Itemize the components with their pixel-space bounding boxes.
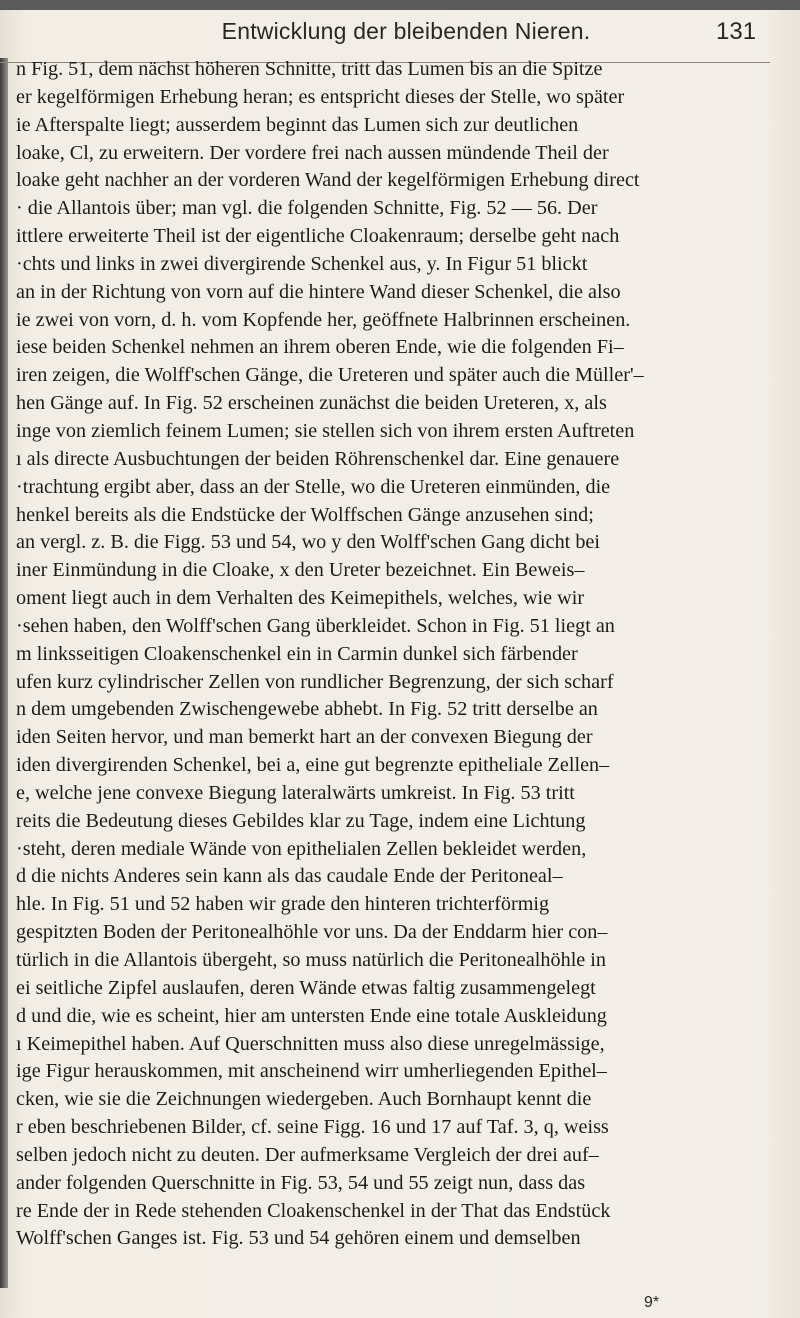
text-line: ufen kurz cylindrischer Zellen von rundlicher Begrenzung, der sich scharf: [16, 670, 614, 693]
text-line: loake, Cl, zu erweitern. Der vordere frei nach aussen mündende Theil der: [16, 141, 609, 164]
text-line: iese beiden Schenkel nehmen an ihrem oberen Ende, wie die folgenden Fi–: [16, 336, 624, 359]
text-line: ·trachtung ergibt aber, dass an der Stelle, wo die Ureteren einmünden, die: [16, 475, 611, 498]
scan-top-edge: [0, 0, 800, 10]
text-line: n Fig. 51, dem nächst höheren Schnitte, tritt das Lumen bis an die Spitze: [16, 58, 603, 80]
text-line: ige Figur herauskommen, mit anscheinend wirr umherliegenden Epithel–: [16, 1060, 607, 1083]
page-number: 131: [716, 18, 757, 45]
text-line: re Ende der in Rede stehenden Cloakenschenkel in der That das Endstück: [16, 1199, 611, 1222]
text-line: cken, wie sie die Zeichnungen wiedergeben. Auch Bornhaupt kennt die: [16, 1088, 592, 1111]
text-line: ander folgenden Querschnitte in Fig. 53, 54 und 55 zeigt nun, dass das: [16, 1171, 586, 1194]
text-line: hle. In Fig. 51 und 52 haben wir grade den hinteren trichterförmig: [16, 893, 550, 916]
text-line: ·chts und links in zwei divergirende Schenkel aus, y. In Figur 51 blickt: [16, 252, 588, 275]
text-line: oment liegt auch in dem Verhalten des Keimepithels, welches, wie wir: [16, 587, 585, 610]
text-line: ittlere erweiterte Theil ist der eigentliche Cloakenraum; derselbe geht nach: [16, 225, 620, 248]
text-line: reits die Bedeutung dieses Gebildes klar zu Tage, indem eine Lichtung: [16, 809, 586, 832]
text-line: gespitzten Boden der Peritonealhöhle vor uns. Da der Enddarm hier con–: [16, 921, 608, 944]
running-head: Entwicklung der bleibenden Nieren.: [221, 18, 591, 44]
text-line: ie Afterspalte liegt; ausserdem beginnt das Lumen sich zur deutlichen: [16, 113, 579, 136]
text-line: e, welche jene convexe Biegung lateralwärts umkreist. In Fig. 53 tritt: [16, 781, 575, 804]
text-line: d und die, wie es scheint, hier am untersten Ende eine totale Auskleidung: [16, 1004, 607, 1027]
text-line: türlich in die Allantois übergeht, so muss natürlich die Peritonealhöhle in: [16, 949, 607, 971]
binding-shadow: [0, 58, 8, 1288]
text-line: an in der Richtung von vorn auf die hintere Wand dieser Schenkel, die also: [16, 280, 621, 303]
signature-mark: 9*: [644, 1294, 660, 1311]
text-line: henkel bereits als die Endstücke der Wolffschen Gänge anzusehen sind;: [16, 503, 594, 526]
text-line: Wolff'schen Ganges ist. Fig. 53 und 54 gehören einem und demselben: [16, 1227, 581, 1250]
text-line: n dem umgebenden Zwischengewebe abhebt. In Fig. 52 tritt derselbe an: [16, 698, 598, 721]
text-line: iden divergirenden Schenkel, bei a, eine gut begrenzte epitheliale Zellen–: [16, 754, 610, 777]
text-line: d die nichts Anderes sein kann als das caudale Ende der Peritoneal–: [16, 865, 563, 888]
text-line: · die Allantois über; man vgl. die folgenden Schnitte, Fig. 52 — 56. Der: [16, 197, 598, 220]
text-line: an vergl. z. B. die Figg. 53 und 54, wo y den Wolff'schen Gang dicht bei: [16, 531, 600, 554]
text-line: selben jedoch nicht zu deuten. Der aufmerksame Vergleich der drei auf–: [16, 1143, 599, 1166]
text-line: m linksseitigen Cloakenschenkel ein in Carmin dunkel sich färbender: [16, 642, 578, 665]
text-line: ı Keimepithel haben. Auf Querschnitten muss also diese unregelmässige,: [16, 1032, 605, 1055]
text-line: ie zwei von vorn, d. h. vom Kopfende her, geöffnete Halbrinnen erscheinen.: [16, 308, 631, 331]
text-line: ·steht, deren mediale Wände von epithelialen Zellen bekleidet werden,: [16, 837, 587, 860]
text-line: iden Seiten hervor, und man bemerkt hart an der convexen Biegung der: [16, 726, 593, 749]
text-line: loake geht nachher an der vorderen Wand der kegelförmigen Erhebung direct: [16, 169, 640, 192]
page-header: [0, 18, 800, 52]
text-line: r eben beschriebenen Bilder, cf. seine Figg. 16 und 17 auf Taf. 3, q, weiss: [16, 1116, 609, 1139]
text-line: er kegelförmigen Erhebung heran; es entspricht dieses der Stelle, wo später: [16, 85, 625, 108]
text-line: hen Gänge auf. In Fig. 52 erscheinen zunächst die beiden Ureteren, x, als: [16, 392, 607, 415]
text-line: iner Einmündung in die Cloake, x den Ureter bezeichnet. Ein Beweis–: [16, 559, 585, 582]
body-text: [16, 56, 772, 1253]
text-line: ı als directe Ausbuchtungen der beiden Röhrenschenkel dar. Eine genauere: [16, 447, 620, 470]
text-line: iren zeigen, die Wolff'schen Gänge, die Ureteren und später auch die Müller'–: [16, 364, 644, 387]
text-line: ·sehen haben, den Wolff'schen Gang überkleidet. Schon in Fig. 51 liegt an: [16, 614, 615, 637]
text-line: ei seitliche Zipfel auslaufen, deren Wände etwas faltig zusammengelegt: [16, 976, 596, 999]
text-line: inge von ziemlich feinem Lumen; sie stellen sich von ihrem ersten Auftreten: [16, 419, 635, 442]
